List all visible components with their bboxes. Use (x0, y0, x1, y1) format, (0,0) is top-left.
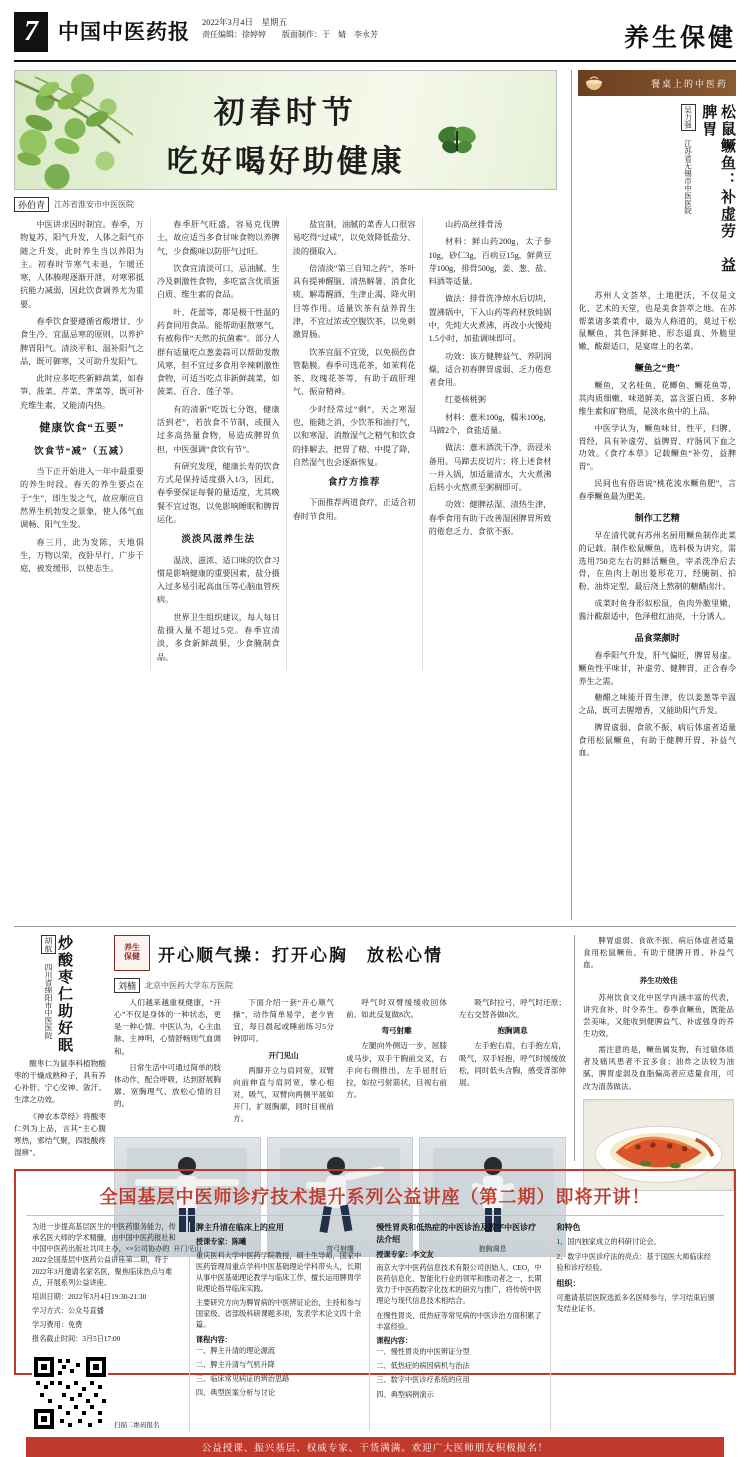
paragraph: 民间也有俗语说“桃花流水鳜鱼肥”，言春季鳜鱼最为肥美。 (578, 478, 736, 501)
insomnia-byline (14, 935, 54, 1054)
exercise-column-3 (340, 997, 453, 1129)
paragraph: 早在清代就有苏州名厨用鳜鱼制作此菜的记载。制作松鼠鳜鱼，选料极为讲究，需选用750克左右的鲜活鳜鱼，宰杀洗净后去骨，在鱼肉上剞出菱形花刀，经腌制、拍粉、油炸定型，最后浇上熬制的糖醋卤汁。 (578, 530, 736, 592)
photo-caption: 抱胸调息 (478, 1245, 507, 1254)
main-grid (14, 70, 736, 920)
sidebar-subheading: 鳜鱼之“贵” (634, 362, 680, 373)
paragraph: 中医学认为，鳜鱼味甘、性平，归脾、胃经，具有补虚劳、益脾胃、疗肠风下血之功效。《食疗本草》记载鳜鱼“补劳，益脾胃”。 (578, 423, 736, 472)
paragraph: 倍清淡“第三自知之药”，茶叶具有提神醒脑、清热解暑、消食化痰、解毒醒酒、生津止渴、降火明目等作用。适量饮茶有益养胃生津，不宜过浓或空腹饮茶，以免刺激胃肠。 (292, 263, 416, 340)
medicine-bowl-icon (584, 73, 604, 93)
article-byline (14, 197, 557, 212)
ad-column-features (550, 1222, 725, 1431)
paragraph: 人们越来越重视健康，“开心”不仅是身体的一种状态，更是一种心情。中医认为，心主血脉、主神明，心情舒畅则气血调和。 (114, 998, 221, 1056)
paragraph: 材料：薏米100g，糯米100g，马蹄2个，食盐适量。 (428, 412, 552, 435)
paragraph: 需注意的是，鳜鱼属发物，有过敏体质者及痛风患者不宜多食；油炸之法较为油腻，脾胃虚弱及血脂偏高者应适量食用，可改为清蒸做法。 (583, 1045, 734, 1091)
ad-column-course-2 (369, 1222, 549, 1431)
list-item: 四、典型病例演示 (376, 1390, 434, 1399)
paragraph: 有的清新“吃饭七分饱，健康活到老”，若放食不节制，或摄入过多高热量食物，易造成脾胃负担，中医强调“食饮有节”。 (156, 404, 280, 454)
exercise-column-4 (453, 997, 566, 1129)
paragraph: 中医讲求因时制宜。春季，万物复苏，阳气升发，人体之阳气亦随之升发，此时养生当以养阳为主。初春时节寒气未退，乍暖还寒，人体腠理逐渐开泄，对寒邪抵抗能力减弱，因此饮食调养尤为重要。 (20, 220, 144, 309)
paragraph: 做法：排骨洗净焯水后切块，置沸锅中，下入山药等药材放炖锅中，先炖大火煮沸，再改小火慢炖1.5小时，加盐调味即可。 (428, 294, 552, 344)
paragraph: 脾胃虚弱、食欲不振、病后体虚者适量食用松鼠鳜鱼，有助于健脾开胃、补益气血。 (583, 936, 734, 970)
paragraph: 下面介绍一套“开心顺气操”，动作简单易学，老少皆宜，每日晨起或睡前练习5分钟即可。 (233, 998, 334, 1044)
list-item: 二、低热症的病因病机与治法 (376, 1362, 470, 1371)
paragraph: 左手抱右肩，右手抱左肩，吸气，双手轻抱，呼气时缓缓放松，同时低头含胸，感受背部伸展。 (459, 1041, 566, 1087)
author-name: 孙伯青 (14, 197, 49, 212)
column-divider (571, 70, 572, 920)
author-org: 江苏省淮安市中医医院 (54, 200, 135, 209)
health-column-logo-icon: 养生 保健 (114, 935, 150, 971)
paragraph: 酸枣仁为鼠李科植物酸枣的干燥成熟种子，具有养心补肝、宁心安神、敛汗、生津之功效。 (14, 1059, 106, 1105)
paragraph: 功效：该方健脾益气、养阴润燥，适合初春脾胃虚弱、乏力倦怠者食用。 (428, 351, 552, 388)
sidebar-banner-label: 餐桌上的中医药 (650, 78, 728, 89)
ad-body (26, 1222, 724, 1431)
list-item: 三、临床常见病证的辨治思路 (195, 1375, 290, 1384)
main-article (14, 70, 565, 920)
paragraph: 脾胃虚弱、食欲不振、病后体虚者适量食用松鼠鳜鱼，有助于健脾开胃、补益气血。 (578, 722, 736, 758)
list-item: 一、脾主升清的理论源流 (195, 1346, 275, 1355)
sidebar-banner (578, 70, 736, 96)
paragraph: 成菜时鱼身形似松鼠，鱼肉外脆里嫩，酱汁酸甜适中，色泽橙红油亮，十分诱人。 (578, 598, 736, 621)
list-item: 1、国内独家成立的科研讨论会。 (556, 1238, 661, 1247)
paragraph: 下面推荐两道食疗，正适合初春时节食用。 (292, 498, 416, 521)
paragraph: 盐宜制，油腻的菜香人口很容易吃得“过咸”，以免效降低盐分、淡的摄取入。 (292, 220, 416, 256)
subheading-small: 淡淡风滋养生法 (181, 535, 256, 546)
exercise-columns (114, 997, 566, 1129)
paragraph: 培训日期：2022年3月4日19:30-21:30 (32, 1292, 147, 1301)
paragraph: 报名截止时间：3月5日17:00 (32, 1335, 121, 1344)
paragraph: 南京大学中医药信息技术有限公司创始人、CEO，中医药信息化、智能化行业的领军和推动者之一，长期致力于中医药数字化技术的研究与推广，将传统中医理论与现代信息技术相结合。 (376, 1263, 542, 1306)
hero-line-1: 初春时节 (213, 95, 358, 130)
insomnia-headline: 炒酸枣仁助好眠 (56, 935, 72, 1054)
list-item: 四、典型医案分析与讨论 (195, 1389, 275, 1398)
insomnia-author-org: 四川省绵阳市中医医院 (44, 963, 53, 1040)
paragraph: 《神农本草经》将酸枣仁列为上品，言其“主心腹寒热，邪结气聚，四肢酸疼湿痹”。 (14, 1111, 106, 1157)
paragraph: 少时经常过“剩”，天之寒湿也，能随之消，少饮茶和油打气，以和寒湿、消散湿气之精气和饮食的排解去，把胃了精、中提了降，自然湿气也会逐渐恢复。 (292, 404, 416, 467)
paragraph: 山药高丝排骨汤 (444, 220, 503, 229)
article-column-1 (14, 218, 150, 670)
paragraph: 功效：健脾祛湿、清热生津，春季食用有助于改善湿困脾胃所致的倦怠乏力、食欲不振。 (428, 500, 552, 536)
list-item: 三、数字中医诊疗系统的应用 (376, 1376, 470, 1385)
ad-column-info (26, 1222, 189, 1431)
paragraph: 吸气时拉弓，呼气时还原；左右交替各做8次。 (459, 998, 566, 1020)
sidebar-author-org: 江苏省无锡市中医医院 (683, 139, 693, 215)
photo-caption: 弯弓射雕 (326, 1245, 354, 1254)
paragraph: 在慢性胃炎、低热症等常见病的中医诊治方面积累了丰富经验。 (376, 1311, 542, 1331)
paragraph: 饮茶宜温不宜烫，以免损伤食管黏膜。春季可选花茶，如茉莉花茶、玫瑰花茶等，有助于疏肝理气、振奋精神。 (292, 347, 416, 397)
section-title: 养生保健 (623, 25, 736, 52)
list-item: 一、慢性胃炎的中医辨证分型 (376, 1348, 470, 1357)
paragraph: 可邀请基层医院选派多名医师参与，学习结束后颁发结业证书。 (556, 1294, 715, 1314)
move-title: 开门见山 (268, 1050, 299, 1060)
paragraph: 学习方式：公众号直播 (32, 1307, 104, 1316)
paragraph: 呼气时双臂缓缓收回体前。如此反复做8次。 (346, 998, 447, 1020)
paragraph: 叶、花蕾等，都是极干性温的药食同用食品。能帮助驱散寒气，有被称作“天然的抗菌素”。部分人群有适量吃点葱姜蒜可以帮助发散风寒，但不宜过多食用辛辣刺激性食物，可适当吃点非新鲜蔬菜，如菠菜、百合、莲子等。 (156, 307, 280, 397)
qr-code-icon[interactable] (32, 1355, 108, 1431)
exercise-byline (114, 978, 566, 993)
article-column-3 (286, 218, 422, 670)
qr-caption: 扫描二维码报名 (114, 1421, 160, 1429)
paragraph: 红菱核桃粥 (444, 395, 486, 405)
paragraph: 春三月，此为发陈，天地俱生，万物以荣，夜卧早行，广步于庭，被发缓形，以使志生。 (20, 537, 144, 574)
course-teacher: 授课专家：李文友 (376, 1250, 434, 1259)
article-column-2 (150, 218, 286, 670)
photo-caption: 开门见山 (173, 1245, 202, 1254)
sidebar-body (578, 290, 736, 760)
sidebar-subheading: 养生功效佳 (639, 976, 678, 986)
paragraph: 当下正开始进入一年中最重要的养生时段。春天的养生要点在于“生”，即生发之气，故应顺应自然界生机勃发之景象，使人体气血调畅、阳气生发。 (20, 467, 144, 530)
paragraph: 左腿向外侧迈一步，屈膝成马步，双手于胸前交叉，右手向右侧推出，左手屈肘后拉，如拉弓射箭状，目视右前方。 (346, 1041, 447, 1099)
paragraph: 此时应多吃些新鲜蔬菜，如春笋、菠菜、芹菜、荠菜等，既可补充维生素，又能清内热。 (20, 374, 144, 410)
paragraph: 主要研究方向为脾胃病的中医辨证论治，主持和参与国家级、省部级科研课题多项，发表学术论文四十余篇。 (195, 1299, 362, 1330)
paragraph: 重庆医科大学中医药学院教授，硕士生导师，国家中医药管理局重点学科中医基础理论学科带头人，长期从事中医基础理论教学与临床工作，擅长运用脾胃学说理论指导临床实践。 (195, 1251, 362, 1294)
insomnia-body (14, 1058, 106, 1163)
subheading-small: 饮食节“减”（五减） (34, 446, 130, 457)
page-number: 7 (14, 12, 48, 52)
paper-name: 中国中医药报 (58, 20, 190, 44)
sidebar-lower-body (583, 935, 734, 1093)
list-item: 2、数字中医诊疗法的亮点：基于国医大师临床经验和诊疗经验。 (556, 1252, 712, 1272)
course-title: 脾主升清在临床上的应用 (195, 1223, 284, 1232)
article-columns (14, 218, 557, 670)
article-column-4 (422, 218, 558, 670)
sidebar-subheading: 制作工艺精 (634, 512, 680, 523)
exercise-author-org: 北京中医药大学东方医院 (145, 981, 234, 990)
paragraph: 糖醋之味能开胃生津，佐以姜葱等辛温之品，既可去腥增香，又能助阳气升发。 (578, 693, 736, 716)
advertisement[interactable] (14, 1169, 736, 1454)
course-teacher: 授课专家：陈曦 (195, 1238, 247, 1247)
paragraph: 学习费用：免费 (32, 1321, 83, 1330)
organize-heading: 组织： (556, 1278, 581, 1288)
features-heading: 和特色 (556, 1223, 581, 1232)
date-line: 2022年3月4日 星期五 (202, 17, 288, 27)
course-content-heading: 课程内容： (376, 1336, 413, 1345)
ad-divider (26, 1215, 724, 1216)
insomnia-author: 胡航 (41, 935, 56, 954)
ad-column-course-1 (189, 1222, 369, 1431)
sidebar-lower (574, 935, 734, 1161)
butterfly-icon (436, 123, 478, 157)
exercise-header (114, 935, 566, 971)
ad-footer-banner: 公益授课、振兴基层、权威专家、干货满满。欢迎广大医师朋友积极报名！ (26, 1437, 724, 1457)
insomnia-article (14, 935, 106, 1161)
paragraph: 鳜鱼，又名桂鱼、花鲫鱼、鳜花鱼等，其肉质细嫩、味道鲜美，富含蛋白质、多种维生素和矿物质，是淡水鱼中的上品。 (578, 381, 736, 416)
paragraph: 春季阳气升发，肝气偏旺，脾胃易虚。鳜鱼性平味甘，补虚劳、健脾胃，正合春令养生之需。 (578, 650, 736, 686)
paragraph: 为进一步提高基层医生的中医药服务能力，传承名医大师的学术精髓，由中国中医药报社和中国中医药出版社共同主办、××公司协办的2022全国基层中医药公益讲座第二期，将于2022年3月邀请名家名医，聚焦临床热点与难点，开展系列公益讲座。 (32, 1223, 176, 1287)
hero-line-2: 吃好喝好助健康 (166, 144, 405, 179)
paragraph: 两脚开立与肩同宽，双臂向前伸直与肩同宽，掌心相对，吸气，双臂向两侧平展如开门，扩展胸廓，同时目视前方。 (233, 1065, 334, 1124)
paragraph: 材料：鲜山药200g，太子参10g，砂仁3g，百病豆15g，鲜黄豆芽100g，排骨500g，姜、葱、盐、料酒等适量。 (428, 237, 552, 287)
paragraph: 有研究发现，健康长寿的饮食方式是保持适度摄入1/3，因此，春季要保证每餐的量适度，尤其晚餐不宜过饱，以免影响睡眠和脾胃运化。 (156, 461, 280, 524)
paragraph: 苏州人文荟萃，土地肥沃，不仅是文化、艺术的天堂，也是美食荟萃之地。在苏帮菜诸多菜肴中，最为人称道的，莫过于松鼠鳜鱼，其色泽鲜艳、形态逼真、外脆里嫩、酸甜适口，是宴席上的名菜。 (578, 291, 736, 352)
sidebar-title-block (578, 104, 736, 284)
paragraph: 日常生活中可通过简单的肢体动作，配合呼吸，达到舒展胸廓、宽胸理气、放松心情的目的。 (114, 1062, 221, 1109)
paragraph: 温淡、滋浓、适口味的饮食习惯是影响健康的重要因素，盐分摄入过多易引起高血压等心脑血管疾病。 (156, 555, 280, 605)
hero-banner (14, 70, 557, 190)
masthead-meta (202, 16, 378, 41)
editor-line: 责任编辑：徐婷婷 版面制作：于 婧 李永芳 (202, 29, 378, 39)
sidebar-author: 吴力强 (681, 104, 696, 131)
paragraph: 世界卫生组织建议，每人每日盐摄入量不超过5克。春季宜清淡，多食新鲜蔬果，少食腌制食品。 (156, 612, 280, 662)
course-content-heading: 课程内容： (195, 1335, 232, 1344)
exercise-author: 刘楠 (114, 978, 140, 993)
sidebar-subheading: 品食菜颇时 (634, 632, 680, 643)
sidebar-headline: 松鼠鳜鱼：补虚劳 益脾胃 (700, 104, 735, 274)
move-title: 抱胸调息 (497, 1026, 528, 1036)
subheading: 健康饮食“五要” (39, 421, 125, 434)
move-title: 弯弓射雕 (381, 1026, 412, 1036)
list-item: 二、脾主升清与气机升降 (195, 1360, 275, 1369)
paragraph: 春季饮食要遵循省酸增甘、少食生冷、宜温忌寒的原则，以养护脾胃阳气。清淡平和、温补阳气之品，既可御寒，又可助升发阳气。 (20, 316, 144, 366)
exercise-headline: 开心顺气操：打开心胸 放松心情 (158, 945, 443, 965)
paragraph: 饮食宜清淡可口，忌油腻、生冷及刺激性食物，多吃富含优质蛋白质、维生素的食品。 (156, 263, 280, 300)
ad-title: 全国基层中医师诊疗技术提升系列公益讲座（第二期）即将开讲！ (99, 1187, 651, 1207)
course-title: 慢性胃炎和低热症的中医诊治及数字中医诊疗法介绍 (376, 1223, 537, 1245)
exercise-column-1 (114, 997, 227, 1129)
sidebar-column (578, 70, 736, 920)
sidebar-byline (682, 104, 693, 284)
subheading-small: 食疗方推荐 (327, 478, 381, 489)
paragraph: 做法：薏米酒洗干净，沥浸米备用。马蹄去皮切片；将上述食材一并入锅，加适量清水，大火煮沸后转小火熬煮至粥稠即可。 (428, 443, 552, 493)
paragraph: 苏州饮食文化中医学内涵丰富的代表，讲究食补、时令养生。春季食鳜鱼，既能品尝美味，又能收到健脾益气、补虚强身的养生功效。 (583, 992, 734, 1038)
masthead (14, 10, 736, 62)
exercise-column-2 (227, 997, 340, 1129)
paragraph: 春季肝气旺盛，容易克伐脾土，故应适当多食甘味食物以养脾气，少食酸味以防肝气过旺。 (156, 220, 280, 256)
